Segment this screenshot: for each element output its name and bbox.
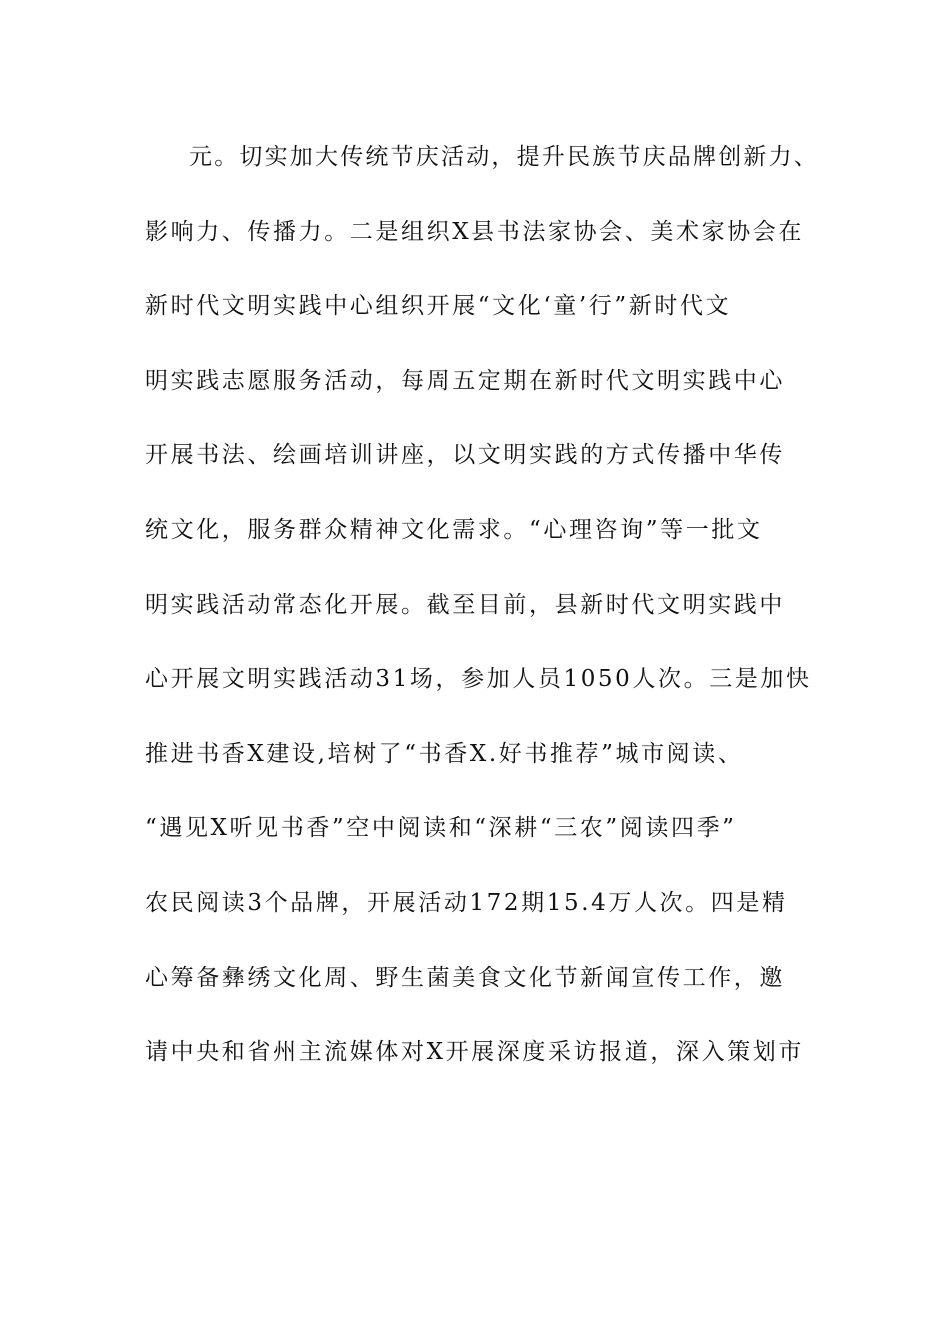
text-line: “遇见X听见书香”空中阅读和“深耕“三农”阅读四季” bbox=[145, 815, 737, 842]
text-line: 元。切实加大传统节庆活动，提升民族节庆品牌创新力、 bbox=[189, 144, 819, 170]
text-line: 明实践活动常态化开展。截至目前，县新时代文明实践中 bbox=[145, 591, 785, 618]
text-line: 影响力、传播力。二是组织X县书法家协会、美术家协会在 bbox=[145, 218, 804, 245]
text-line: 农民阅读3个品牌，开展活动172期15.4万人次。四是精 bbox=[145, 889, 788, 916]
text-line: 开展书法、绘画培训讲座，以文明实践的方式传播中华传 bbox=[145, 442, 785, 469]
text-line: 推进书香X建设,培树了“书香X.好书推荐”城市阅读、 bbox=[145, 740, 744, 767]
text-line: 请中央和省州主流媒体对X开展深度采访报道，深入策划市 bbox=[145, 1039, 804, 1066]
text-line: 明实践志愿服务活动，每周五定期在新时代文明实践中心 bbox=[145, 367, 785, 394]
text-line: 心筹备彝绣文化周、野生菌美食文化节新闻宣传工作，邀 bbox=[145, 964, 785, 991]
text-line: 新时代文明实践中心组织开展“文化‘童’行”新时代文 bbox=[145, 293, 732, 320]
text-line: 心开展文明实践活动31场，参加人员1050人次。三是加快 bbox=[145, 666, 812, 693]
text-line: 统文化，服务群众精神文化需求。“心理咨询”等一批文 bbox=[145, 516, 763, 543]
body-text bbox=[145, 135, 820, 1105]
